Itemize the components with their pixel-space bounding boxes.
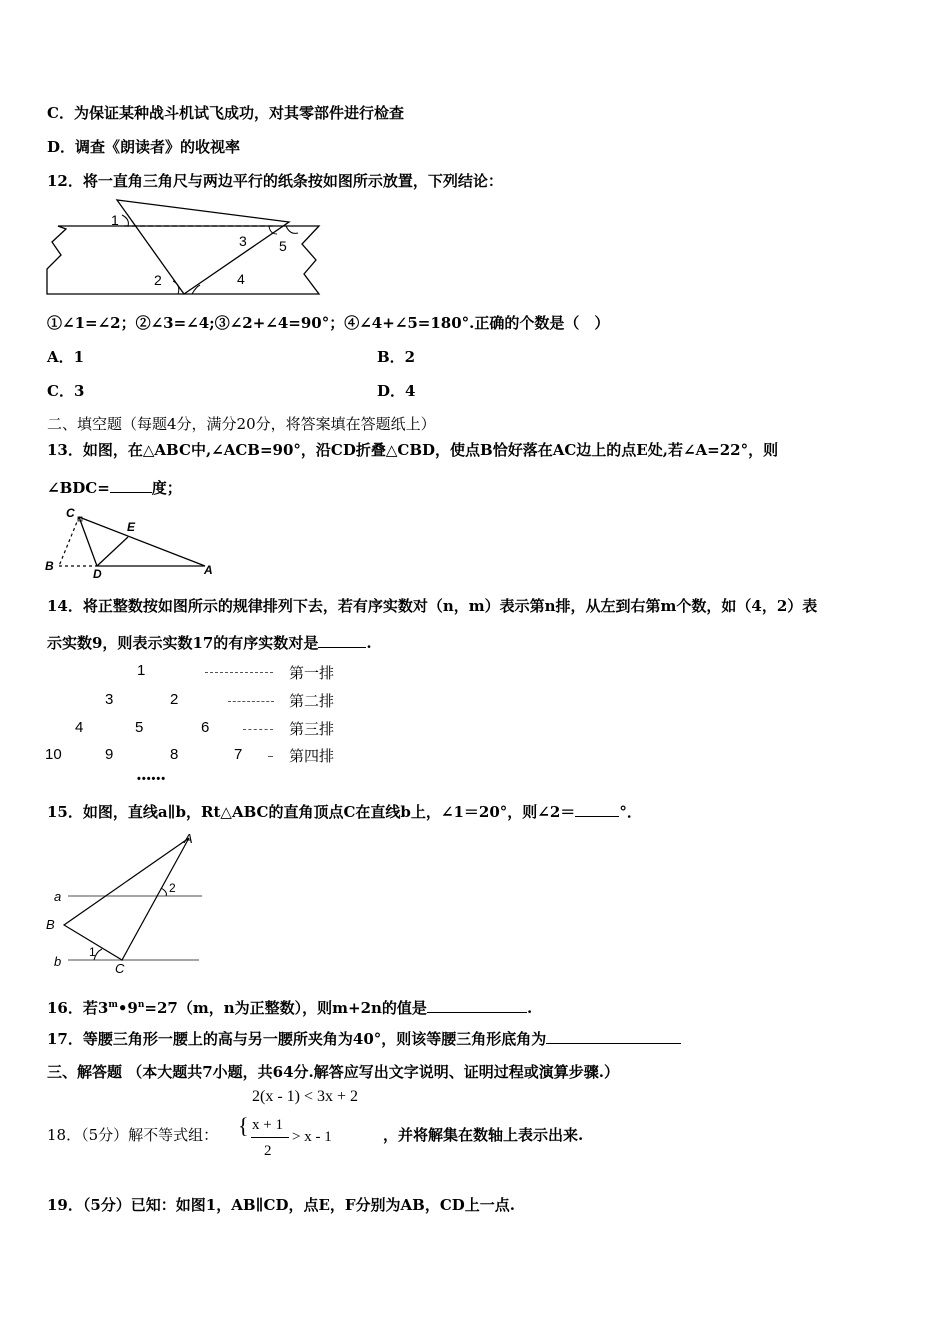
q15-stem-end: °．	[619, 803, 642, 821]
q14-num: 3	[105, 691, 114, 708]
q14-num: 1	[137, 662, 146, 679]
q12-option-b: B．2	[377, 348, 416, 366]
q14-row1-label: 第一排	[289, 664, 335, 682]
q15-figure	[42, 826, 207, 978]
section-3-heading: 三、解答题 （本大题共7小题，共64分.解答应写出文字说明、证明过程或演算步骤.）	[47, 1063, 619, 1081]
q14-dash	[268, 756, 273, 757]
q12-option-d: D．4	[377, 382, 416, 400]
q16-suffix: =27（m，n为正整数），则m+2n的值是	[144, 999, 427, 1017]
q13-answer-blank[interactable]	[110, 478, 152, 493]
q16-text	[47, 995, 532, 1018]
q15-label-1: 1	[89, 945, 96, 959]
q13-label-a: A	[204, 563, 213, 577]
q15-answer-blank[interactable]	[575, 802, 619, 817]
q13-stem: 13．如图，在△ABC中,∠ACB=90°，沿CD折叠△CBD，使点B恰好落在AC边上的点E处,若∠A=22°，则	[47, 441, 779, 459]
option-d-text: D．调查《朗读者》的收视率	[47, 138, 241, 156]
q13-label-b: B	[45, 559, 54, 573]
q15-label-b: B	[46, 917, 55, 932]
q17-answer-blank[interactable]	[546, 1029, 681, 1044]
q12-figure	[44, 197, 329, 299]
q12-label-5: 5	[279, 238, 287, 254]
q12-label-3: 3	[239, 233, 247, 249]
q14-row3-label: 第三排	[289, 720, 335, 738]
q13-ask	[47, 478, 182, 498]
q15-label-line-a: a	[54, 889, 62, 904]
option-c-text: C．为保证某种战斗机试飞成功，对其零部件进行检查	[47, 104, 404, 122]
q13-ask-prefix: ∠BDC=	[47, 479, 110, 497]
q18-numerator: x + 1	[252, 1117, 283, 1133]
q13-figure	[42, 503, 222, 579]
q14-num: 7	[234, 746, 243, 763]
q19-stem: 19．（5分）已知：如图1，AB∥CD，点E，F分别为AB，CD上一点.	[47, 1196, 516, 1214]
q14-num: 4	[75, 719, 84, 736]
q14-num: 5	[135, 719, 144, 736]
q16-dot: •9	[117, 999, 138, 1017]
q15-stem-wrap	[47, 802, 642, 822]
section-2-heading: 二、填空题（每题4分，满分20分，将答案填在答题纸上）	[47, 415, 436, 433]
q13-label-c: C	[66, 506, 75, 520]
triangle-ruler	[117, 200, 289, 294]
q12-label-4: 4	[237, 271, 245, 287]
q14-dash	[228, 701, 274, 702]
q12-label-1: 1	[111, 212, 119, 228]
q14-dash	[243, 729, 273, 730]
q14-row4-label: 第四排	[289, 747, 335, 765]
q14-num: 8	[170, 746, 179, 763]
q13-label-e: E	[127, 520, 136, 534]
q18-brace: {	[238, 1113, 249, 1138]
q14-row2-label: 第二排	[289, 692, 335, 710]
q16-end: .	[526, 999, 533, 1017]
q17-text	[47, 1029, 681, 1049]
q14-answer-blank[interactable]	[318, 633, 366, 648]
q15-label-2: 2	[169, 881, 176, 895]
q14-num: 2	[170, 691, 179, 708]
q16-sup-m: m	[108, 1000, 118, 1010]
q15-label-a: A	[184, 831, 193, 846]
q18-prefix: 18．（5分）解不等式组：	[47, 1126, 219, 1144]
q15-stem: 15．如图，直线a∥b，Rt△ABC的直角顶点C在直线b上，∠1＝20°，则∠2＝	[47, 803, 576, 821]
q18-inequality-2-rest: > x - 1	[292, 1129, 332, 1145]
q12-conclusions: ①∠1=∠2；②∠3=∠4;③∠2+∠4=90°；④∠4+∠5=180°.正确的个数是（ ）	[47, 314, 610, 332]
q18-denominator: 2	[264, 1143, 272, 1159]
q14-dash	[205, 672, 273, 673]
q12-option-a: A．1	[47, 348, 85, 366]
q16-prefix: 16．若3	[47, 999, 109, 1017]
q14-num: 10	[45, 746, 62, 763]
q14-stem-line1: 14．将正整数按如图所示的规律排列下去，若有序实数对（n，m）表示第n排，从左到右第m个数，如（4，2）表	[47, 597, 818, 615]
q18-fraction-bar	[251, 1137, 289, 1138]
q13-ask-suffix: 度；	[151, 479, 182, 497]
q18-suffix: ，并将解集在数轴上表示出来.	[383, 1126, 584, 1144]
q12-label-2: 2	[154, 272, 162, 288]
q13-label-d: D	[93, 567, 102, 579]
q17-stem: 17．等腰三角形一腰上的高与另一腰所夹角为40°，则该等腰三角形底角为	[47, 1030, 547, 1048]
paper-strip	[47, 226, 319, 294]
q12-stem: 12．将一直角三角尺与两边平行的纸条按如图所示放置，下列结论：	[47, 172, 503, 190]
q14-ellipsis: ••••••	[137, 773, 167, 785]
q15-label-c: C	[115, 961, 125, 976]
q15-label-line-b: b	[54, 954, 62, 969]
q16-sup-n: n	[137, 1000, 145, 1010]
q12-option-c: C．3	[47, 382, 85, 400]
q18-inequality-1: 2(x - 1) < 3x + 2	[252, 1088, 359, 1105]
q14-stem-end: .	[366, 634, 372, 652]
q14-num: 6	[201, 719, 210, 736]
q14-stem-line2: 示实数9，则表示实数17的有序实数对是	[47, 634, 319, 652]
q14-stem-line2-wrap	[47, 633, 372, 653]
q14-num: 9	[105, 746, 114, 763]
q16-answer-blank[interactable]	[427, 998, 527, 1013]
